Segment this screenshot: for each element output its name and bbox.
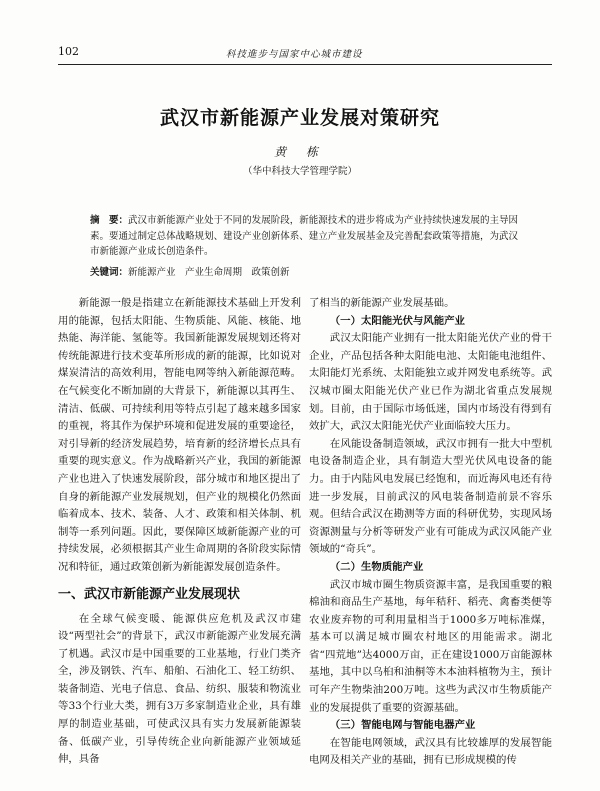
journal-title: 科技進步与国家中心城市建设: [226, 49, 363, 60]
solar-paragraph: 武汉太阳能产业拥有一批太阳能光伏产业的骨干企业，产品包括各种太阳能电池、太阳能电池组件、太阳能灯光系统、太阳能独立或并网发电系统等。武汉城市圈太阳能光伏产业已作为湖北省重点发展规划。目前，由于国际市场低迷，国内市场没有得到有效扩大，武汉太阳能光伏产业面临较大压力。: [309, 332, 552, 433]
author-affiliation: （华中科技大学管理学院）: [242, 166, 357, 177]
running-header: [58, 44, 552, 65]
right-column: [309, 295, 552, 770]
abstract-label: 摘 要：: [90, 215, 129, 226]
section-heading-status: 一、武汉市新能源产业发展现状: [58, 586, 241, 602]
wind-paragraph: 在风能设备制造领域，武汉市拥有一批大中型机电设备制造企业，具有制造大型光伏风电设备的能力。由于内陆风电发展已经饱和，而近海风电还有待进一步发展，目前武汉的风电装备制造前景不容乐观。但结合武汉在勘测等方面的科研优势，实现风场资源测量与分析等研发产业有可能成为武汉风能产业领域的“奇兵”。: [309, 437, 552, 556]
keywords-label: 关键词：: [90, 267, 129, 278]
continued-paragraph: 了相当的新能源产业发展基础。: [309, 297, 455, 309]
subsection-heading-biomass: （二）生物质能产业: [329, 560, 424, 573]
page-number: 102: [58, 45, 79, 58]
abstract: [90, 213, 518, 260]
biomass-paragraph: 武汉市城市圈生物质资源丰富，是我国重要的粮棉油和商品生产基地，每年秸秆、稻壳、禽畜类便等农业废弃物的可利用量相当于1000多万吨标准煤，基本可以满足城市圈农村地区的用能需求。湖北省“四荒地”达4000万亩，正在建设1000万亩能源林基地，其中以乌桕和油桐等木本油料植物为主，预计可年产生物柴油200万吨。这些为武汉市生物质能产业的发展提供了重要的资源基础。: [309, 578, 552, 714]
left-column: [58, 295, 301, 769]
author-name: 黄 栋: [274, 145, 326, 159]
keywords-text: 新能源产业 产业生命周期 政策创新: [128, 267, 290, 278]
keywords: [90, 265, 518, 280]
status-paragraph: 在全球气候变暖、能源供应危机及武汉市建设“两型社会”的背景下，武汉市新能源产业发展充满了机遇。武汉市是中国重要的工业基地，行业门类齐全，涉及钢铁、汽车、船舶、石油化工、轻工纺织、装备制造、光电子信息、食品、纺织、服装和物流业等33个行业大类，拥有3万多家制造业企业，具有雄厚的制造业基础，可使武汉具有实力发展新能源装备、低碳产业，引导传统企业向新能源产业领域延伸，具备: [58, 612, 301, 766]
intro-paragraph: 新能源一般是指建立在新能源技术基础上开发利用的能源，包括太阳能、生物质能、风能、核能、地热能、海洋能、氢能等。我国新能源发展规划还将对传统能源进行技术变革所形成的新的能源，比如说对煤炭清洁的高效利用，智能电网等纳入新能源范畴。在气候变化不断加剧的大背景下，新能源以其再生、清洁、低碳、可持续利用等特点引起了越来越多国家的重视，将其作为保护环境和促进发展的重要途径，对引导新的经济发展趋势，培育新的经济增长点具有重要的现实意义。作为战略新兴产业，我国的新能源产业也进入了快速发展阶段，部分城市和地区提出了自身的新能源产业发展规划，但产业的规模化仍然面临着成本、技术、装备、人才、政策和相关体制、机制等一系列问题。因此，要保障区域新能源产业的可持续发展，必须根据其产业生命周期的各阶段实际情况和特征，通过政策创新为新能源发展创造条件。: [58, 297, 301, 573]
subsection-heading-smart-grid: （三）智能电网与智能电器产业: [329, 719, 476, 732]
subsection-heading-solar-wind: （一）太阳能光伏与风能产业: [329, 314, 465, 327]
smart-grid-paragraph: 在智能电网领域，武汉具有比较雄厚的发展智能电网及相关产业的基础，拥有已形成规模的传: [309, 736, 552, 767]
paper-title: 武汉市新能源产业发展对策研究: [159, 107, 440, 129]
abstract-text: 武汉市新能源产业处于不同的发展阶段，新能源技术的进步将成为产业持续快速发展的主导因素。要通过制定总体战略规划、建设产业创新体系、建立产业发展基金及完善配套政策等措施，为武汉市新能源产业成长创造条件。: [90, 215, 518, 257]
